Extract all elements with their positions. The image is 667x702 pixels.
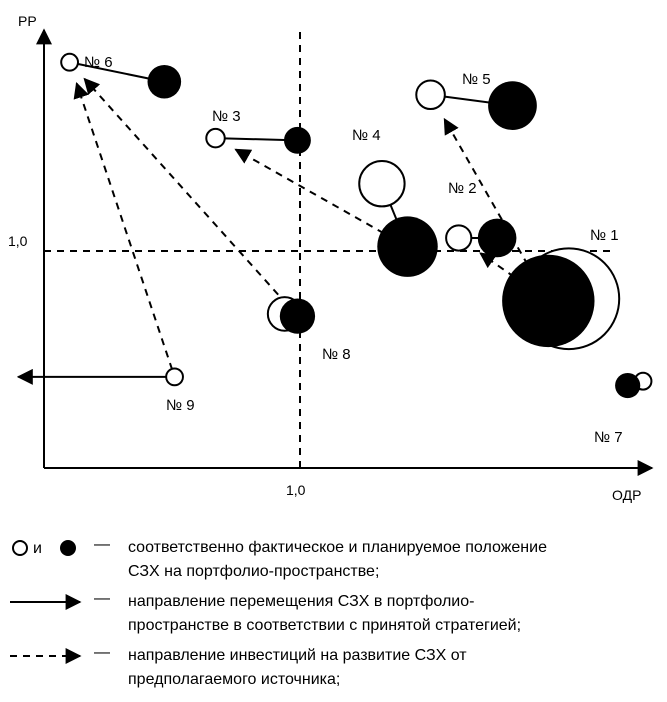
legend-filled-circle-icon — [60, 540, 76, 556]
investment-arrow — [77, 83, 172, 369]
unit-label: № 1 — [590, 227, 619, 244]
unit-label: № 8 — [322, 346, 351, 363]
actual-position-bubble — [359, 161, 404, 206]
legend-item-1-line-2: СЗХ на портфолио-пространстве; — [128, 563, 380, 580]
planned-position-bubble — [284, 127, 311, 154]
legend-item-2-line-2: пространстве в соответствии с принятой стратегией; — [128, 617, 522, 634]
actual-position-bubble — [61, 54, 78, 71]
unit-label: № 7 — [594, 429, 623, 446]
actual-position-bubble — [166, 368, 183, 385]
legend-dashed-arrow-icon — [6, 646, 86, 666]
planned-position-bubble — [488, 81, 537, 130]
legend-dash-1: — — [94, 536, 110, 553]
unit-label: № 5 — [462, 71, 491, 88]
y-ref-label: 1,0 — [8, 233, 28, 249]
legend-item-3-line-1: направление инвестиций на развитие СЗХ от — [128, 647, 467, 664]
legend-dash-2: — — [94, 590, 110, 607]
x-axis-label: ОДР — [612, 487, 642, 503]
legend — [0, 532, 667, 702]
legend-item-2-line-1: направление перемещения СЗХ в портфолио- — [128, 593, 475, 610]
planned-position-bubble — [502, 255, 594, 347]
legend-dash-3: — — [94, 644, 110, 661]
y-axis-label: РР — [18, 13, 37, 29]
legend-and-text: и — [33, 540, 42, 557]
unit-label: № 6 — [84, 54, 113, 71]
actual-position-bubble — [416, 80, 445, 109]
actual-position-bubble — [206, 129, 224, 147]
actual-position-bubble — [446, 225, 471, 250]
unit-label: № 2 — [448, 180, 477, 197]
bubbles — [61, 54, 651, 398]
planned-position-bubble — [615, 373, 640, 398]
legend-item-1-line-1: соответственно фактическое и планируемое положение — [128, 539, 547, 556]
unit-label: № 9 — [166, 397, 195, 414]
legend-item-3-line-2: предполагаемого источника; — [128, 671, 341, 688]
investment-arrow — [85, 79, 287, 304]
unit-label: № 4 — [352, 127, 381, 144]
planned-position-bubble — [377, 216, 437, 276]
unit-label: № 3 — [212, 108, 241, 125]
planned-position-bubble — [478, 219, 517, 258]
legend-solid-arrow-icon — [6, 592, 86, 612]
planned-position-bubble — [148, 65, 182, 99]
x-ref-label: 1,0 — [286, 482, 306, 498]
planned-position-bubble — [280, 298, 315, 333]
legend-open-circle-icon — [13, 541, 27, 555]
